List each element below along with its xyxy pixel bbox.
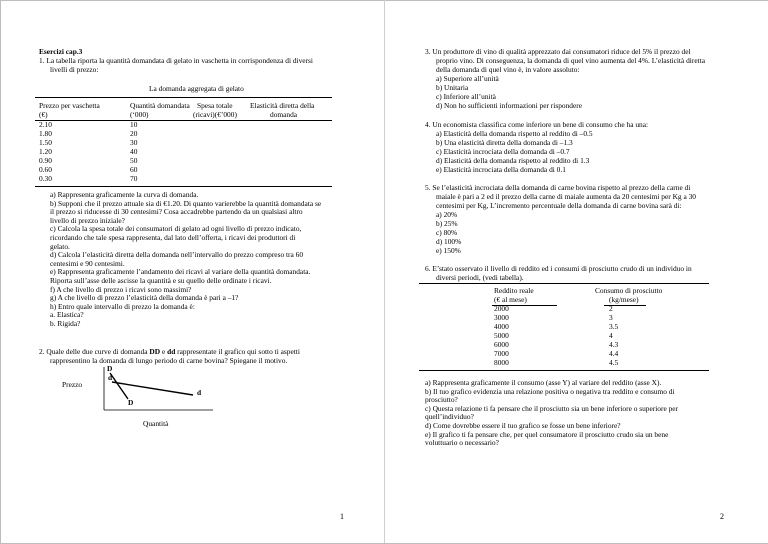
quantity-cell: 70 (130, 174, 138, 183)
col-spend-header-2: (ricavi)(€’000) (193, 110, 237, 119)
q6-col-cons-header-2: (kg/mese) (609, 295, 639, 304)
col-price-header-1: Prezzo per vaschetta (39, 101, 100, 110)
q6-item: c) Questa relazione ti fa pensare che il prosciutto sia un bene inferiore o superiore per (425, 403, 679, 413)
page-number-right: 2 (720, 512, 724, 521)
q6-line: diversi periodi, (vedi tabella). (436, 273, 524, 282)
q1-item: g) A che livello di prezzo l’elasticità della domanda è pari a –1? (50, 293, 239, 303)
col-qty-header-2: (‘000) (130, 110, 149, 119)
col-qty-header-1: Quantità domandata (130, 101, 190, 110)
col-price-header-2: (€) (39, 110, 48, 119)
graph-y-axis-label: Prezzo (62, 380, 83, 389)
q6-col-cons-header-1: Consumo di prosciutto (595, 286, 663, 295)
price-cell: 1.50 (39, 138, 52, 147)
quantity-cell: 10 (130, 120, 138, 129)
q1-item: c) Calcola la spesa totale dei consumatori di gelato ad ogni livello di prezzo indicato, (50, 224, 302, 234)
q5-option: a) 20% (436, 210, 458, 219)
income-cell: 7000 (494, 349, 509, 358)
demand-graph (95, 365, 225, 425)
graph-label-d-top: d (108, 373, 113, 382)
q1-item: gelato. (50, 241, 70, 251)
q1-item: livello di prezzo iniziale? (50, 215, 125, 225)
consumption-cell: 4.4 (609, 349, 619, 358)
price-cell: 0.60 (39, 165, 52, 174)
q1-item: d) Calcola l’elasticità diretta della domanda nell’intervallo do prezzo compreso tra 60 (50, 250, 304, 260)
q5-line: 5. Se l’elasticità incrociata della domanda di carne bovina rispetto al prezzo della carne di (425, 183, 691, 192)
q1-item: b) Supponi che il prezzo attuale sia di €1.20. Di quanto varierebbe la quantità domandata se (50, 198, 322, 208)
q6-item: prosciutto? (425, 395, 458, 405)
graph-label-D-top: D (107, 364, 113, 373)
consumption-cell: 4 (609, 331, 613, 340)
left-page (0, 0, 384, 543)
q4-option: c) Elasticità incrociata della domanda di –0.7 (436, 147, 570, 156)
quantity-cell: 40 (130, 147, 138, 156)
q1-item: a) Rappresenta graficamente la curva di domanda. (50, 190, 199, 199)
col-elast-header-2: domanda (270, 110, 298, 119)
income-cell: 2000 (494, 304, 509, 313)
quantity-cell: 50 (130, 156, 138, 165)
q4-line: 4. Un economista classifica come inferiore un bene di consumo che ha una: (425, 120, 649, 129)
q6-col-income-header-2: (€ al mese) (494, 295, 527, 304)
consumption-cell: 4.3 (609, 340, 619, 349)
q1-item: h) Entro quale intervallo di prezzo la domanda è: (50, 301, 195, 311)
q1-item: Riporta sull’asse delle ascisse la quantità e su quello delle ordinate i ricavi. (50, 275, 272, 285)
q6-col-income-header-1: Reddito reale (494, 286, 534, 295)
table-top-rule (35, 97, 332, 98)
q1-item: b. Rigida? (50, 318, 81, 328)
q5-line: centesimi per Kg, L’incremento percentuale della domanda di carne bovina sarà di: (436, 201, 682, 210)
q4-option: b) Una elasticità diretta della domanda di –1.3 (436, 138, 573, 147)
exercise-heading: Esercizi cap.3 (39, 47, 83, 56)
q1-item: a. Elastica? (50, 310, 84, 320)
income-cell: 5000 (494, 331, 509, 340)
table-caption: La domanda aggregata di gelato (149, 84, 244, 93)
q6-item: b) Il tuo grafico evidenzia una relazione positiva o negativa tra reddito e consumo di (425, 386, 675, 396)
q4-option: a) Elasticità della domanda rispetto al reddito di –0.5 (436, 129, 593, 138)
q1-item: ricordando che tale spesa rappresenta, dal lato dell’offerta, i ricavi dei produttori di (50, 232, 296, 242)
page-number-left: 1 (340, 512, 344, 521)
table-header-rule (35, 120, 332, 121)
q3-line: della domanda di quel vino è, in valore assoluto: (436, 65, 580, 74)
consumption-cell: 3.5 (609, 322, 619, 331)
q6-table-bottom-rule (419, 370, 709, 371)
price-cell: 0.30 (39, 174, 52, 183)
q1-item: e) Rappresenta graficamente l’andamento dei ricavi al variare della quantità domandata. (50, 267, 311, 277)
quantity-cell: 30 (130, 138, 138, 147)
graph-label-d-right: d (197, 388, 202, 397)
income-cell: 3000 (494, 313, 509, 322)
q4-option: d) Elasticità della domanda rispetto al reddito di 1.3 (436, 156, 590, 165)
q6-item: quell’individuo? (425, 412, 474, 422)
q6-line: 6. E’stato osservato il livello di reddito ed i consumi di prosciutto crudo di un individuo in (425, 264, 692, 273)
graph-label-D-bottom: D (128, 398, 134, 407)
q3-option: a) Superiore all’unità (436, 74, 499, 83)
q3-option: c) Inferiore all’unità (436, 92, 496, 101)
q3-line: 3. Un produttore di vino di qualità apprezzato dai consumatori riduce del 5% il prezzo del (425, 47, 691, 56)
income-cell: 8000 (494, 358, 509, 367)
price-cell: 2.10 (39, 120, 52, 129)
q5-line: maiale è pari a 2 ed il prezzo della carne di maiale aumenta da 20 centesimi per Kg a 30 (436, 192, 696, 201)
q1-items (50, 191, 321, 329)
price-cell: 1.80 (39, 129, 52, 138)
q6-table-top-rule (419, 283, 709, 284)
q4-option: e) Elasticità incrociata della domanda di 0.1 (436, 165, 566, 174)
q6-item: voluttuario o necessario? (425, 438, 499, 448)
consumption-cell: 4.5 (609, 358, 619, 367)
consumption-cell: 3 (609, 313, 613, 322)
q6-item: e) Il grafico ti fa pensare che, per quel consumatore il prosciutto crudo sia un bene (425, 429, 669, 439)
q1-item: centesimi e 90 centesimi. (50, 258, 125, 268)
q5-option: b) 25% (436, 219, 458, 228)
price-cell: 1.20 (39, 147, 52, 156)
right-page (384, 0, 768, 543)
q5-option: c) 80% (436, 228, 458, 237)
q5-option: e) 150% (436, 246, 461, 255)
q6-items (425, 379, 678, 448)
col-elast-header-1: Elasticità diretta della (250, 101, 315, 110)
q6-item: d) Come dovrebbe essere il tuo grafico se fosse un bene inferiore? (425, 420, 621, 430)
price-cell: 0.90 (39, 156, 52, 165)
q2-line-1: 2. Quale delle due curve di domanda DD e dd rappresentate il grafico qui sotto ti aspetti (39, 347, 300, 356)
demand-curve-DD (110, 373, 128, 399)
income-cell: 6000 (494, 340, 509, 349)
q3-option: d) Non ho sufficienti informazioni per rispondere (436, 101, 582, 110)
income-cell: 4000 (494, 322, 509, 331)
q2-line-2: rappresentino la domanda di lungo periodo di carne bovina? Spiegane il motivo. (50, 356, 288, 365)
consumption-cell: 2 (609, 304, 613, 313)
q3-option: b) Unitaria (436, 83, 469, 92)
q6-item: a) Rappresenta graficamente il consumo (asse Y) al variare del reddito (asse X). (425, 378, 662, 387)
q1-item: il prezzo si riducesse di 30 centesimi? Cosa accadrebbe partendo da un qualsiasi altro (50, 207, 303, 217)
quantity-cell: 60 (130, 165, 138, 174)
q1-item: f) A che livello di prezzo i ricavi sono massimi? (50, 284, 192, 294)
q3-line: proprio vino. Di conseguenza, la domanda di quel vino aumenta del 4%. L’elasticità diretta (436, 56, 705, 65)
quantity-cell: 20 (130, 129, 138, 138)
q5-option: d) 100% (436, 237, 462, 246)
table-bottom-rule (35, 186, 332, 187)
q1-line-2: livelli di prezzo: (50, 65, 99, 74)
q1-line-1: 1. La tabella riporta la quantità domandata di gelato in vaschetta in corrispondenza di diversi (39, 56, 313, 65)
col-spend-header-1: Spesa totale (197, 101, 233, 110)
graph-x-axis-label: Quantità (143, 419, 169, 428)
